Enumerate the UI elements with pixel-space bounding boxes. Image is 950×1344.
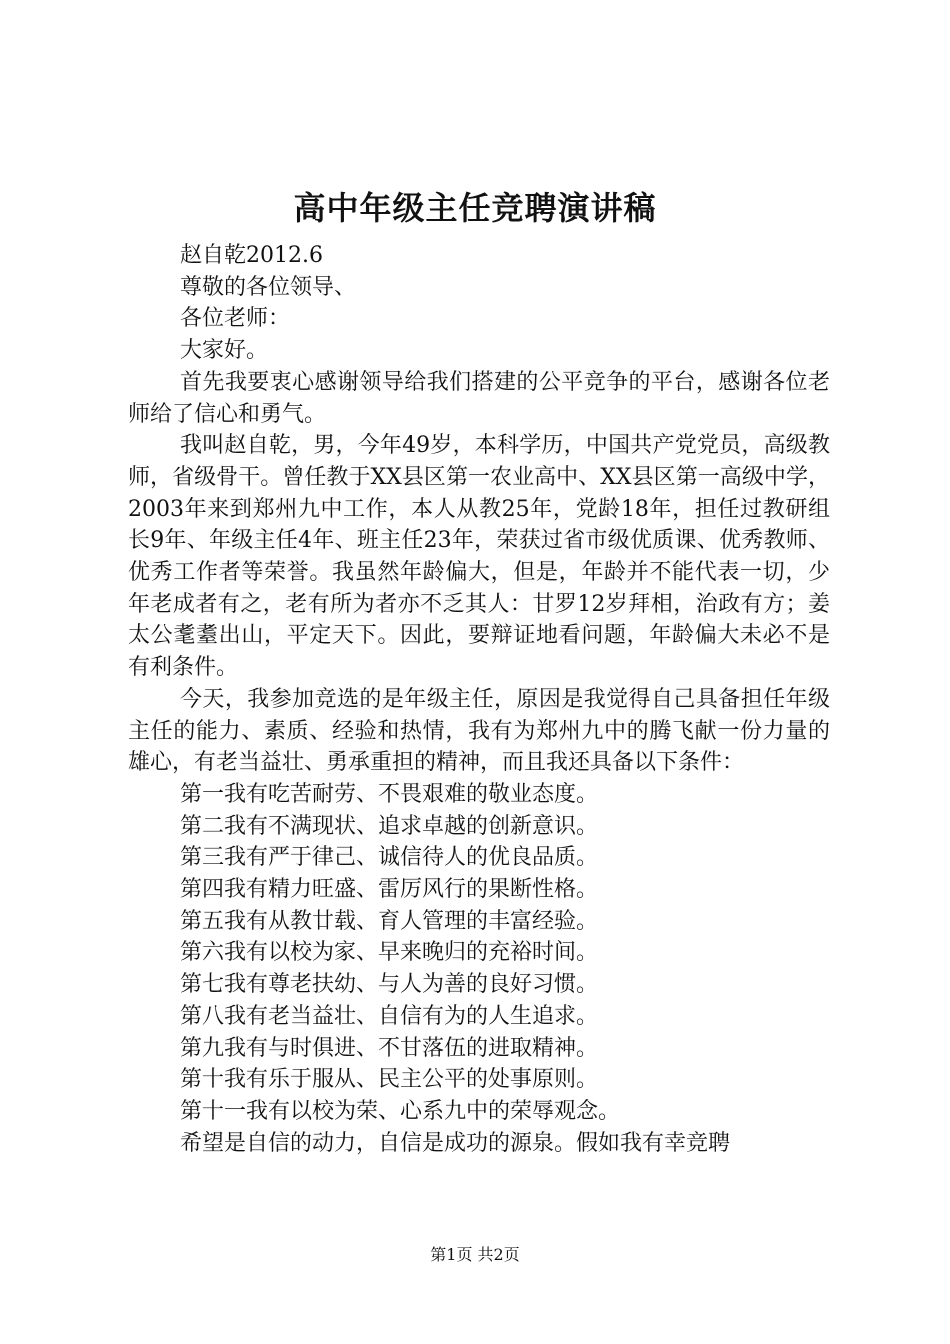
condition-item: 第十一我有以校为荣、心系九中的荣辱观念。: [180, 1098, 621, 1124]
condition-item: 第一我有吃苦耐劳、不畏艰难的敬业态度。: [180, 781, 599, 807]
condition-item: 第四我有精力旺盛、雷厉风行的果断性格。: [180, 877, 599, 903]
condition-item: 第十我有乐于服从、民主公平的处事原则。: [180, 1067, 599, 1093]
condition-item: 第二我有不满现状、追求卓越的创新意识。: [180, 813, 599, 839]
paragraph-closing: 希望是自信的动力，自信是成功的源泉。假如我有幸竞聘: [180, 1130, 731, 1156]
condition-item: 第六我有以校为家、早来晚归的充裕时间。: [180, 940, 599, 966]
paragraph-introduction: 我叫赵自乾，男，今年49岁，本科学历，中国共产党党员，高级教师，省级骨干。曾任教于XX县区第一农业高中、XX县区第一高级中学，2003年来到郑州九中工作，本人从教25年，党龄18年，担任过教研组长9年、年级主任4年、班主任23年，荣获过省市级优质课、优秀教师、优秀工作者等荣誉。我虽然年龄偏大，但是，年龄并不能代表一切，少年老成者有之，老有所为者亦不乏其人：甘罗12岁拜相，治政有方；姜太公耄耋出山，平定天下。因此，要辩证地看问题，年龄偏大未必不是有利条件。: [128, 433, 830, 681]
condition-item: 第八我有老当益壮、自信有为的人生追求。: [180, 1003, 599, 1029]
salutation-teachers: 各位老师：: [180, 306, 291, 332]
author-date-line: 赵自乾2012.6: [180, 243, 323, 268]
document-title: 高中年级主任竞聘演讲稿: [293, 189, 657, 227]
salutation-leaders: 尊敬的各位领导、: [180, 274, 357, 300]
paragraph-thanks: 首先我要衷心感谢领导给我们搭建的公平竞争的平台，感谢各位老师给了信心和勇气。: [128, 369, 830, 427]
document-body: [128, 240, 830, 1159]
condition-item: 第九我有与时俱进、不甘落伍的进取精神。: [180, 1035, 599, 1061]
greeting: 大家好。: [180, 338, 269, 364]
condition-item: 第七我有尊老扶幼、与人为善的良好习惯。: [180, 972, 599, 998]
paragraph-motivation: 今天，我参加竞选的是年级主任，原因是我觉得自己具备担任年级主任的能力、素质、经验和热情，我有为郑州九中的腾飞献一份力量的雄心，有老当益壮、勇承重担的精神，而且我还具备以下条件：: [128, 686, 830, 776]
condition-item: 第五我有从教廿载、育人管理的丰富经验。: [180, 908, 599, 934]
condition-item: 第三我有严于律己、诚信待人的优良品质。: [180, 845, 599, 871]
page-number-footer: 第1页 共2页: [430, 1245, 520, 1264]
